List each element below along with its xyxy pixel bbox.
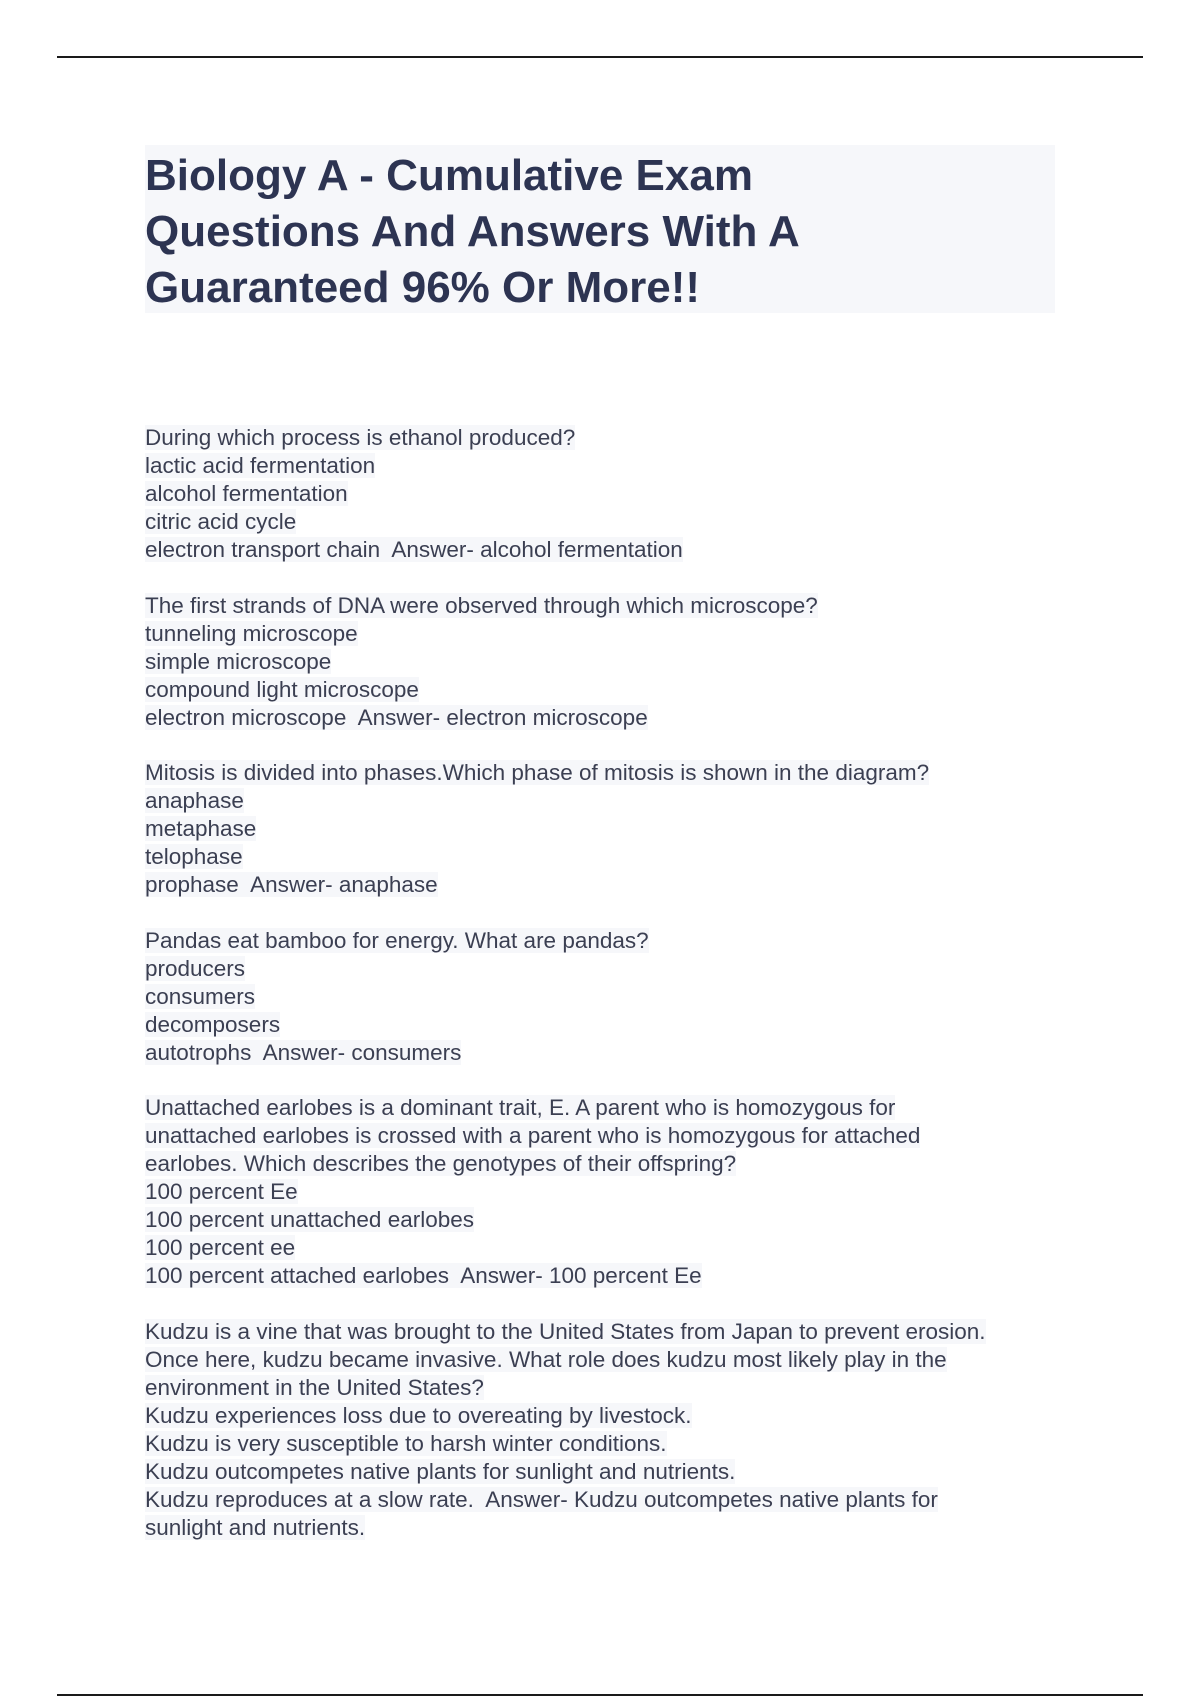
line-text: compound light microscope — [145, 676, 419, 702]
document-title: Biology A - Cumulative Exam Questions And Answers With A Guaranteed 96% Or More!! — [145, 151, 800, 312]
question-item — [145, 927, 1085, 1067]
line-text: Kudzu is very susceptible to harsh winter conditions. — [145, 1430, 667, 1456]
question-text — [145, 759, 1085, 787]
line-text: earlobes. Which describes the genotypes of their offspring? — [145, 1151, 737, 1176]
line-text: electron transport chain Answer- alcohol fermentation — [145, 537, 683, 562]
question-item — [145, 1318, 1085, 1542]
line-text: unattached earlobes is crossed with a parent who is homozygous for attached — [145, 1123, 921, 1148]
line-text: 100 percent unattached earlobes — [145, 1207, 474, 1232]
line-text: The first strands of DNA were observed through which microscope? — [145, 592, 818, 618]
line-text: electron microscope Answer- electron microscope — [145, 704, 648, 730]
line-text: consumers — [145, 983, 256, 1009]
question-line — [145, 620, 1085, 648]
question-line — [145, 1346, 1085, 1374]
question-item — [145, 424, 1085, 564]
line-text: lactic acid fermentation — [145, 453, 376, 478]
question-line — [145, 1178, 1085, 1206]
line-text: Mitosis is divided into phases.Which phase of mitosis is shown in the diagram? — [145, 760, 930, 785]
question-line — [145, 1039, 1085, 1067]
question-line — [145, 1206, 1085, 1234]
line-text: telophase — [145, 844, 243, 869]
question-line — [145, 1150, 1085, 1178]
bottom-divider — [57, 1694, 1143, 1696]
question-line — [145, 704, 1085, 732]
question-line — [145, 871, 1085, 899]
question-text — [145, 424, 1085, 452]
question-line — [145, 1374, 1085, 1402]
question-line — [145, 648, 1085, 676]
question-line — [145, 536, 1085, 564]
line-text: alcohol fermentation — [145, 481, 348, 506]
line-text: citric acid cycle — [145, 509, 297, 534]
question-item — [145, 592, 1085, 732]
line-text: anaphase — [145, 788, 244, 813]
question-item — [145, 1094, 1085, 1290]
question-line — [145, 676, 1085, 704]
line-text: Kudzu outcompetes native plants for sunlight and nutrients. — [145, 1458, 736, 1484]
question-text — [145, 1318, 1085, 1346]
question-line — [145, 1402, 1085, 1430]
top-divider — [57, 56, 1143, 58]
line-text: 100 percent attached earlobes Answer- 100 percent Ee — [145, 1263, 702, 1288]
question-line — [145, 452, 1085, 480]
title-block — [145, 145, 1055, 313]
question-line — [145, 1486, 1085, 1514]
question-line — [145, 508, 1085, 536]
line-text: environment in the United States? — [145, 1374, 484, 1400]
question-line — [145, 1122, 1085, 1150]
question-line — [145, 1430, 1085, 1458]
question-line — [145, 983, 1085, 1011]
question-line — [145, 955, 1085, 983]
line-text: metaphase — [145, 816, 257, 841]
question-line — [145, 1262, 1085, 1290]
question-list — [145, 424, 1085, 1569]
question-line — [145, 843, 1085, 871]
line-text: Kudzu reproduces at a slow rate. Answer- Kudzu outcompetes native plants for — [145, 1486, 938, 1512]
question-text — [145, 592, 1085, 620]
line-text: Unattached earlobes is a dominant trait, E. A parent who is homozygous for — [145, 1095, 896, 1120]
question-line — [145, 1514, 1085, 1542]
line-text: decomposers — [145, 1011, 281, 1037]
question-text — [145, 1094, 1085, 1122]
line-text: Once here, kudzu became invasive. What role does kudzu most likely play in the — [145, 1346, 947, 1372]
question-line — [145, 1458, 1085, 1486]
question-line — [145, 480, 1085, 508]
line-text: sunlight and nutrients. — [145, 1514, 366, 1540]
question-line — [145, 815, 1085, 843]
question-line — [145, 1011, 1085, 1039]
line-text: tunneling microscope — [145, 620, 358, 646]
question-line — [145, 1234, 1085, 1262]
question-item — [145, 759, 1085, 899]
line-text: autotrophs Answer- consumers — [145, 1039, 462, 1065]
line-text: prophase Answer- anaphase — [145, 872, 438, 897]
line-text: 100 percent Ee — [145, 1179, 298, 1204]
line-text: 100 percent ee — [145, 1235, 296, 1260]
line-text: Kudzu is a vine that was brought to the United States from Japan to prevent erosion. — [145, 1318, 986, 1344]
line-text: During which process is ethanol produced? — [145, 425, 576, 450]
question-text — [145, 927, 1085, 955]
line-text: Kudzu experiences loss due to overeating by livestock. — [145, 1402, 692, 1428]
line-text: producers — [145, 955, 246, 981]
line-text: Pandas eat bamboo for energy. What are pandas? — [145, 927, 649, 953]
question-line — [145, 787, 1085, 815]
line-text: simple microscope — [145, 648, 332, 674]
